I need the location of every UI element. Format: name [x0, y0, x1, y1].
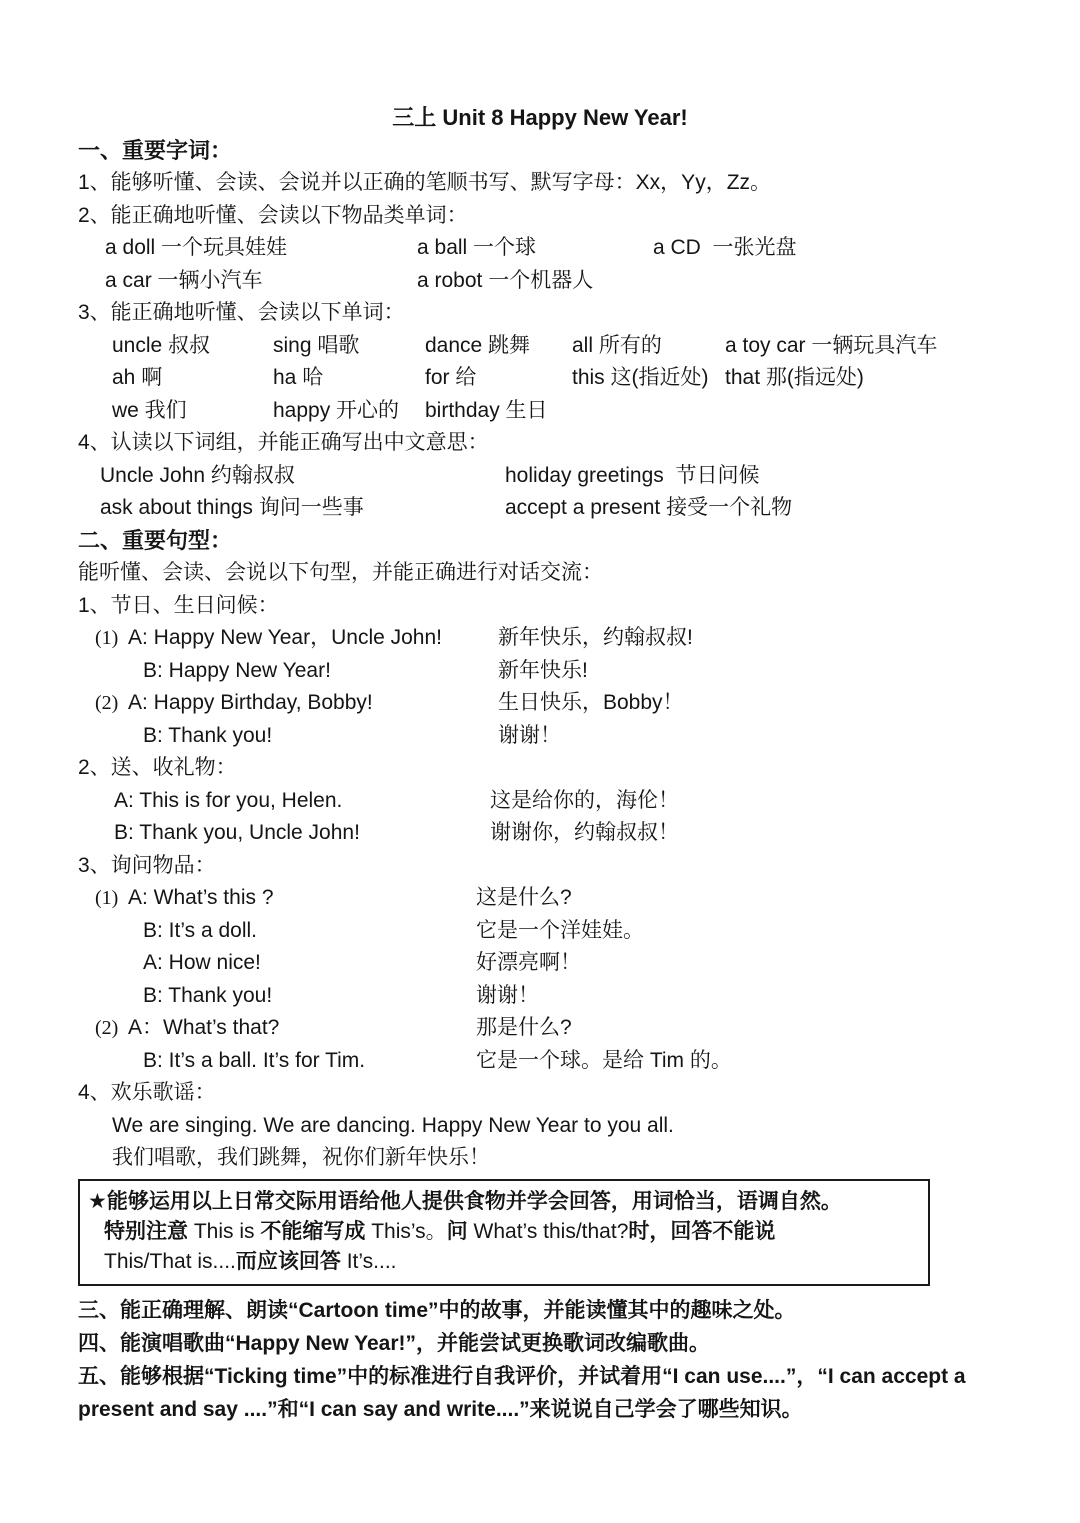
word-cell: accept a present 接受一个礼物 [505, 496, 793, 519]
note-segment: 问 [446, 1219, 474, 1243]
speaker-line: B: It’s a ball. It’s for Tim. [143, 1048, 366, 1072]
word-cell: dance 跳舞 [425, 333, 531, 357]
note-segment: This’s。 [371, 1219, 447, 1243]
word-row [78, 265, 1002, 298]
dialog-row [78, 817, 1002, 850]
section1-item4-heading: 4、认读以下词组，并能正确写出中文意思： [78, 431, 489, 454]
speaker-line: A：What’s that? [128, 1016, 280, 1039]
dialog-row [78, 1045, 1002, 1078]
dialog-item-number: (1) [95, 887, 119, 909]
word-row [78, 460, 1002, 493]
translation: 它是一个洋娃娃。 [476, 918, 644, 942]
word-cell: ask about things 询问一些事 [100, 496, 364, 519]
closing-item: 五、能够根据“Ticking time”中的标准进行自我评价，并试着用“I can use....”，“I can accept a present and say ....”和“I can say and write....”来说说自己学会了哪些知识。 [78, 1364, 966, 1421]
word-cell: a doll 一个玩具娃娃 [105, 236, 288, 259]
word-cell: ah 啊 [112, 366, 163, 389]
section1-item1: 1、能够听懂、会读、会说并以正确的笔顺书写、默写字母：Xx，Yy，Zz。 [78, 171, 772, 194]
word-cell: a CD 一张光盘 [653, 236, 797, 259]
note-segment: What’s this/that? [473, 1219, 629, 1243]
page-title: 三上 Unit 8 Happy New Year! [392, 105, 688, 130]
speaker-line: A: What’s this ? [128, 886, 274, 909]
dialog-row [78, 947, 1002, 980]
word-row [78, 330, 1002, 363]
translation: 那是什么? [476, 1016, 572, 1039]
word-cell: happy 开心的 [273, 398, 400, 422]
dialog-item-number: (1) [95, 627, 119, 649]
note-segment: 时，回答不能说 [628, 1219, 776, 1243]
word-cell: we 我们 [112, 398, 187, 422]
note-line [88, 1187, 918, 1217]
section1-item3-heading: 3、能正确地听懂、会读以下单词： [78, 301, 405, 324]
section2-heading: 二、重要句型： [78, 527, 233, 553]
note-segment: This/That is.... [104, 1249, 236, 1273]
note-line [88, 1217, 918, 1247]
translation: 谢谢！ [476, 983, 539, 1007]
dialog-row [78, 720, 1002, 753]
dialog-section [78, 590, 1002, 1078]
dialog-item-number: (2) [95, 692, 119, 714]
translation: 它是一个球。是给 Tim 的。 [476, 1048, 732, 1072]
dialog-row [78, 1012, 1002, 1045]
section2-intro: 能听懂、会读、会说以下句型，并能正确进行对话交流： [78, 561, 603, 584]
note-line [88, 1247, 918, 1277]
note-box [78, 1179, 930, 1286]
speaker-line: A: This is for you, Helen. [114, 788, 343, 812]
word-cell: uncle 叔叔 [112, 333, 211, 357]
word-cell: a robot 一个机器人 [417, 268, 594, 292]
translation: 谢谢你，约翰叔叔！ [490, 821, 679, 844]
song-line-cn: 我们唱歌，我们跳舞，祝你们新年快乐！ [112, 1146, 490, 1169]
word-row [78, 492, 1002, 525]
translation: 这是给你的，海伦！ [490, 788, 679, 812]
speaker-line: B: Happy New Year! [143, 658, 331, 682]
dialog-row [78, 915, 1002, 948]
speaker-line: B: Thank you, Uncle John! [114, 821, 360, 844]
note-segment: ★能够运用以上日常交际用语给他人提供食物并学会回答，用词恰当，语调自然。 [88, 1189, 842, 1213]
word-cell: a car 一辆小汽车 [105, 268, 263, 292]
word-cell: holiday greetings 节日问候 [505, 463, 760, 487]
word-cell: Uncle John 约翰叔叔 [100, 463, 295, 487]
speaker-line: A: Happy Birthday, Bobby! [128, 691, 373, 714]
dialog-row [78, 980, 1002, 1013]
note-segment: 而应该回答 [235, 1249, 347, 1273]
dialog-item-number: (2) [95, 1017, 119, 1039]
word-cell: a toy car 一辆玩具汽车 [725, 333, 938, 357]
section1-heading: 一、重要字词： [78, 137, 233, 163]
word-cell: all 所有的 [572, 333, 662, 357]
dialog-row [78, 622, 1002, 655]
song-heading: 4、欢乐歌谣： [78, 1081, 216, 1104]
word-row [78, 362, 1002, 395]
note-segment: 不能缩写成 [260, 1219, 372, 1243]
translation: 生日快乐，Bobby！ [498, 691, 684, 714]
dialog-group-heading: 2、送、收礼物： [78, 756, 237, 779]
note-segment: 特别注意 [104, 1219, 194, 1243]
word-row [78, 232, 1002, 265]
dialog-row [78, 785, 1002, 818]
closing-item: 三、能正确理解、朗读“Cartoon time”中的故事，并能读懂其中的趣味之处。 [78, 1298, 796, 1322]
word-row [78, 395, 1002, 428]
word-cell: ha 哈 [273, 366, 324, 389]
dialog-row [78, 687, 1002, 720]
object-words-list [78, 232, 1002, 297]
word-cell: a ball 一个球 [417, 236, 537, 259]
speaker-line: A: How nice! [143, 951, 261, 974]
word-cell: for 给 [425, 366, 477, 389]
dialog-group-heading: 1、节日、生日问候： [78, 593, 279, 617]
translation: 新年快乐，约翰叔叔! [498, 626, 693, 649]
dialog-row [78, 655, 1002, 688]
translation: 谢谢！ [498, 723, 561, 747]
dialog-group-heading: 3、询问物品： [78, 853, 216, 877]
phrase-list [78, 460, 1002, 525]
word-cell: sing 唱歌 [273, 333, 360, 357]
speaker-line: B: It’s a doll. [143, 918, 258, 942]
note-segment: It’s.... [346, 1249, 397, 1273]
word-cell: this 这(指近处) [572, 366, 709, 389]
dialog-row [78, 882, 1002, 915]
word-cell: that 那(指远处) [725, 366, 864, 389]
translation: 这是什么? [476, 886, 572, 909]
section1-item2-heading: 2、能正确地听懂、会读以下物品类单词： [78, 203, 468, 227]
closing-items [78, 1294, 1002, 1426]
word-cell: birthday 生日 [425, 398, 548, 422]
song-line-en: We are singing. We are dancing. Happy New Year to you all. [112, 1113, 674, 1137]
speaker-line: B: Thank you! [143, 983, 273, 1007]
word-list [78, 330, 1002, 428]
closing-item: 四、能演唱歌曲“Happy New Year!”，并能尝试更换歌词改编歌曲。 [78, 1331, 711, 1355]
translation: 新年快乐! [498, 658, 588, 682]
speaker-line: A: Happy New Year，Uncle John! [128, 626, 443, 649]
note-segment: This is [193, 1219, 261, 1243]
speaker-line: B: Thank you! [143, 723, 273, 747]
translation: 好漂亮啊！ [476, 951, 581, 974]
